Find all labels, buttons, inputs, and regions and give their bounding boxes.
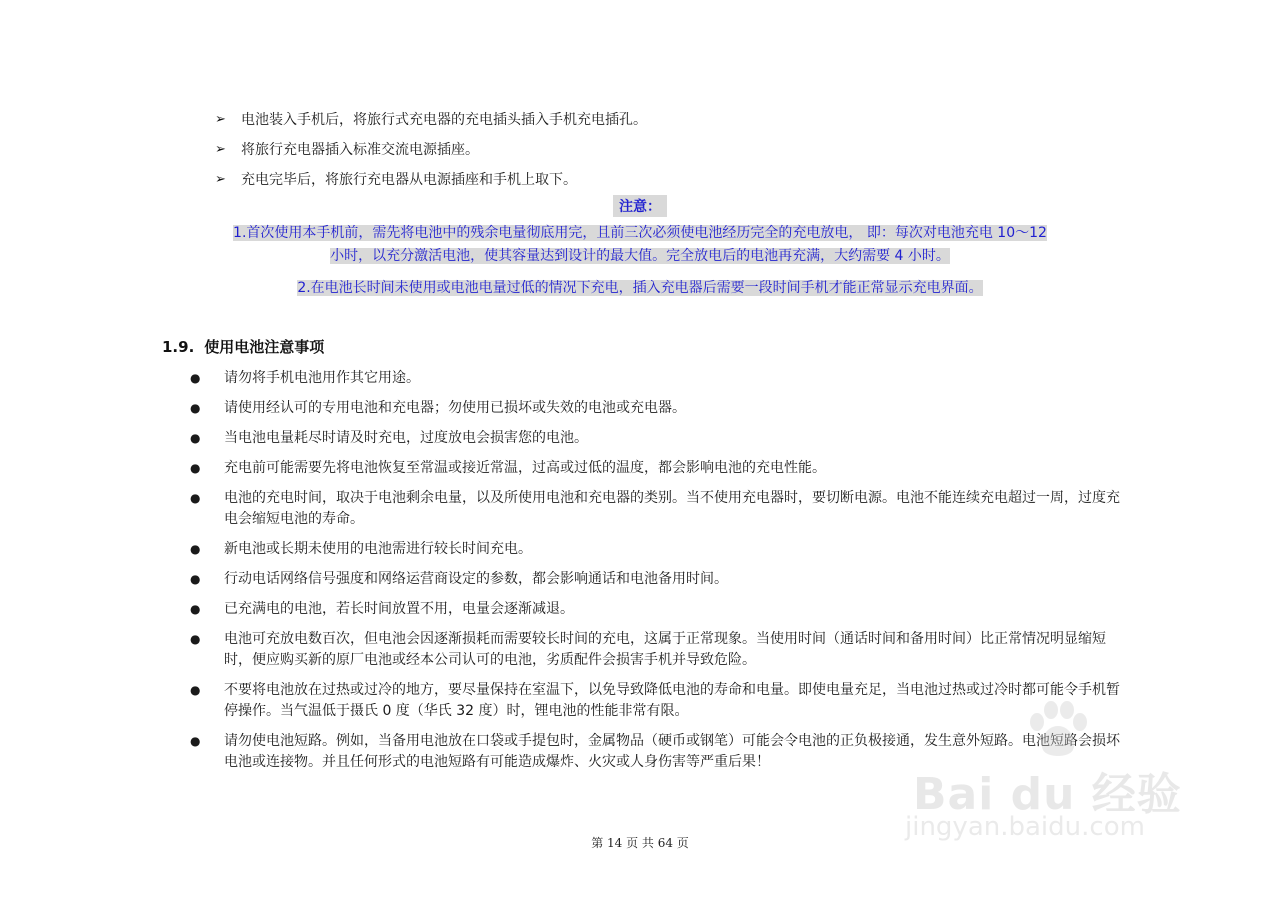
arrow-list-item: [215, 104, 647, 134]
dot-bullet-icon: ●: [190, 401, 201, 415]
note-p1-line1: 1.首次使用本手机前，需先将电池中的残余电量彻底用完，且前三次必须使电池经历完全的充电放电， 即：每次对电池充电 10～12: [233, 225, 1047, 241]
list-item: [190, 565, 1125, 595]
dot-bullet-icon: ●: [190, 572, 201, 586]
note-title: 注意：: [613, 195, 667, 217]
dot-bullet-icon: ●: [190, 491, 201, 505]
dot-bullet-icon: ●: [190, 683, 201, 697]
section-number: 1.9.: [162, 338, 195, 356]
baidu-watermark: [905, 700, 1205, 860]
arrow-list: [215, 104, 647, 194]
dot-bullet-icon: ●: [190, 371, 201, 385]
list-item-text: 当电池电量耗尽时请及时充电，过度放电会损害您的电池。: [224, 430, 588, 446]
list-item: [190, 595, 1125, 625]
list-item-text: 请勿将手机电池用作其它用途。: [224, 370, 420, 386]
arrow-bullet-icon: ➢: [215, 111, 226, 127]
note-block: [150, 195, 1130, 300]
list-item-text: 已充满电的电池，若长时间放置不用，电量会逐渐减退。: [224, 601, 574, 617]
dot-bullet-icon: ●: [190, 461, 201, 475]
dot-bullet-icon: ●: [190, 431, 201, 445]
list-item-text: 不要将电池放在过热或过冷的地方，要尽量保持在室温下，以免导致降低电池的寿命和电量。即使电量充足，当电池过热或过冷时都可能令手机暂停操作。当气温低于摄氏 0 度（华氏 32 度）时，锂电池的性能非常有限。: [224, 682, 1120, 719]
list-item: [190, 454, 1125, 484]
watermark-logo: Bai du 经验: [913, 769, 1182, 820]
dot-bullet-icon: ●: [190, 632, 201, 646]
list-item-text: 新电池或长期未使用的电池需进行较长时间充电。: [224, 541, 532, 557]
list-item: [190, 535, 1125, 565]
arrow-item-text: 电池装入手机后，将旅行式充电器的充电插头插入手机充电插孔。: [241, 112, 647, 128]
list-item: [190, 484, 1125, 535]
list-item-text: 请勿使电池短路。例如，当备用电池放在口袋或手提包时，金属物品（硬币或钢笔）可能会令电池的正负极接通，发生意外短路。电池短路会损坏电池或连接物。并且任何形式的电池短路有可能造成爆炸、火灾或人身伤害等严重后果！: [224, 733, 1120, 770]
arrow-bullet-icon: ➢: [215, 141, 226, 157]
baidu-paw-icon: [1023, 700, 1093, 760]
dot-bullet-icon: ●: [190, 734, 201, 748]
note-paragraph-2: [150, 277, 1130, 300]
section-heading: [162, 336, 324, 357]
list-item: [190, 364, 1125, 394]
list-item-text: 充电前可能需要先将电池恢复至常温或接近常温，过高或过低的温度，都会影响电池的充电性能。: [224, 460, 826, 476]
list-item-text: 电池的充电时间，取决于电池剩余电量，以及所使用电池和充电器的类别。当不使用充电器时，要切断电源。电池不能连续充电超过一周，过度充电会缩短电池的寿命。: [224, 490, 1120, 527]
list-item-text: 行动电话网络信号强度和网络运营商设定的参数，都会影响通话和电池备用时间。: [224, 571, 728, 587]
watermark-url: jingyan.baidu.com: [905, 812, 1145, 842]
note-p2-text: 2.在电池长时间未使用或电池电量过低的情况下充电，插入充电器后需要一段时间手机才能正常显示充电界面。: [297, 280, 983, 296]
list-item-text: 电池可充放电数百次，但电池会因逐渐损耗而需要较长时间的充电，这属于正常现象。当使用时间（通话时间和备用时间）比正常情况明显缩短时，便应购买新的原厂电池或经本公司认可的电池，劣质配件会损害手机并导致危险。: [224, 631, 1106, 668]
list-item: [190, 625, 1125, 676]
arrow-list-item: [215, 134, 647, 164]
list-item-text: 请使用经认可的专用电池和充电器；勿使用已损坏或失效的电池或充电器。: [224, 400, 686, 416]
page-footer: 第 14 页 共 64 页: [591, 836, 689, 850]
arrow-list-item: [215, 164, 647, 194]
section-title-text: 使用电池注意事项: [204, 338, 325, 356]
dot-bullet-icon: ●: [190, 602, 201, 616]
note-p1-line2: 小时，以充分激活电池，使其容量达到设计的最大值。完全放电后的电池再充满，大约需要 4 小时。: [330, 248, 950, 264]
list-item: [190, 424, 1125, 454]
arrow-bullet-icon: ➢: [215, 171, 226, 187]
dot-bullet-icon: ●: [190, 542, 201, 556]
arrow-item-text: 将旅行充电器插入标准交流电源插座。: [241, 142, 479, 158]
list-item: [190, 394, 1125, 424]
note-paragraph-1: [150, 222, 1130, 268]
arrow-item-text: 充电完毕后，将旅行充电器从电源插座和手机上取下。: [241, 172, 577, 188]
